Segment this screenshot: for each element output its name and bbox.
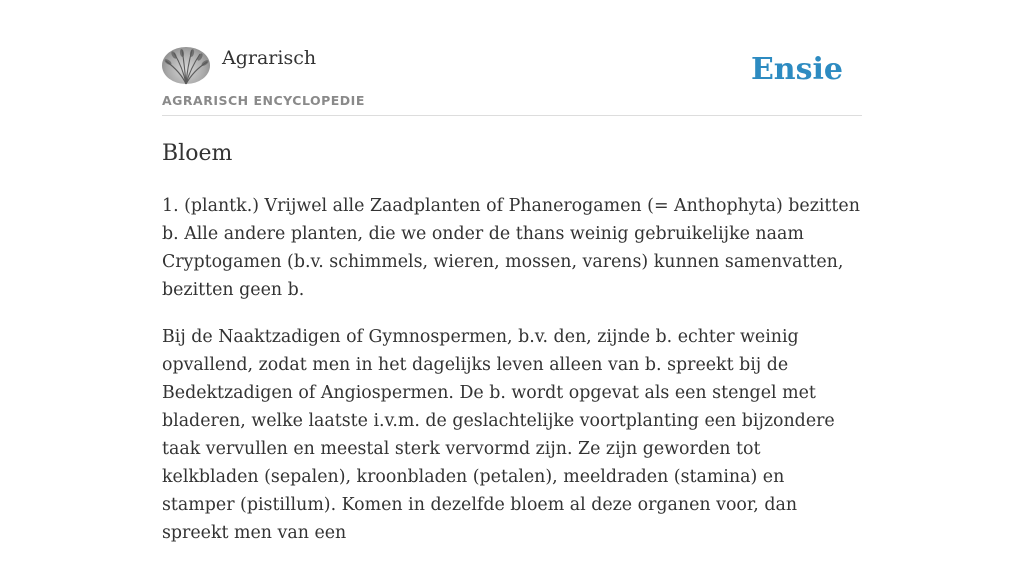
source-subtitle: AGRARISCH ENCYCLOPEDIE	[162, 93, 365, 108]
article-body	[162, 192, 862, 566]
brand-logo-link[interactable]: Ensie	[750, 52, 843, 87]
article-paragraph: Bij de Naaktzadigen of Gymnospermen, b.v. den, zijnde b. echter weinig opvallend, zodat men in het dagelijks leven alleen van b. spreekt bij de Bedektzadigen of Angiospermen. De b. wordt opgevat als een stengel met bladeren, welke laatste i.v.m. de geslachtelijke voortplanting een bijzondere taak vervullen en meestal sterk vervormd zijn. Ze zijn geworden tot kelkbladen (sepalen), kroonbladen (petalen), meeldraden (stamina) en stamper (pistillum). Komen in dezelfde bloem al deze organen voor, dan spreekt men van een	[162, 327, 835, 543]
source-header	[162, 46, 862, 116]
page-title: Bloem	[162, 141, 233, 166]
source-name-link[interactable]: Agrarisch	[222, 47, 317, 69]
wheat-logo-icon[interactable]	[162, 47, 210, 84]
article-paragraph: 1. (plantk.) Vrijwel alle Zaadplanten of Phanerogamen (= Anthophyta) bezitten b. Alle andere planten, die we onder de thans weinig gebruikelijke naam Cryptogamen (b.v. schimmels, wieren, mossen, varens) kunnen samenvatten, bezitten geen b.	[162, 196, 860, 300]
